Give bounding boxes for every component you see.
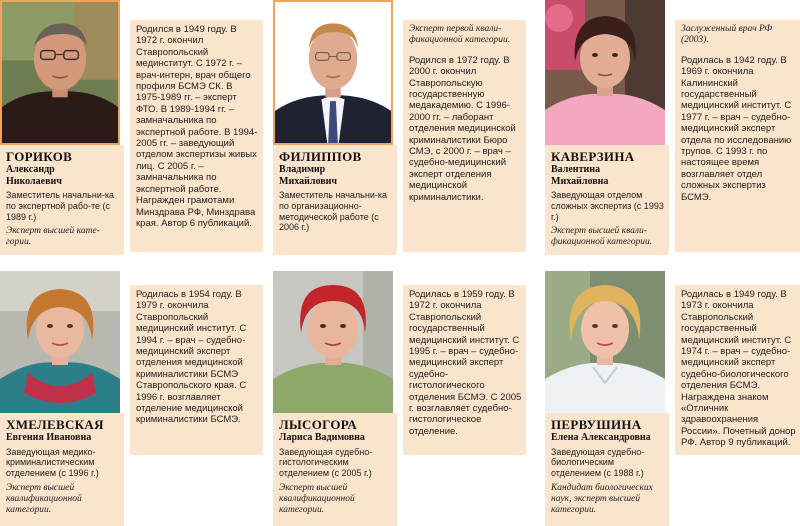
given-name: Лариса Вадимовна — [279, 432, 365, 443]
qualification-category: Кандидат биологических наук, эксперт высшей категории. — [551, 482, 653, 515]
biography-paragraph: Родилась в 1954 году. В 1979 г. окончила Ставропольский медицинский институт. С 1994 г. – врач – судебно-медицинский эксперт отделения медицинской криминалистики БСМЭ Ставропольского края. С 1996 г. возглавляет отделение медицинской криминалистики БСМЭ. — [136, 289, 247, 426]
position-text: Заведующая судебно-биологическим отделением (с 1988 г.) — [551, 446, 645, 479]
patronymic: Михайлович — [279, 175, 337, 187]
portrait-photo-kaverzina — [545, 0, 665, 145]
position-text: Заместитель начальни-ка по экспертной рабо-те (с 1989 г.) — [6, 190, 114, 222]
portrait-photo-lysogora — [273, 271, 393, 413]
qualification-category: Эксперт высшей квалификационной категории. — [6, 482, 82, 515]
biography-paragraph: Родился в 1972 году. В 2000 г. окончил Ставропольскую государственную медакадемию. С 1996-2000 гг. – лаборант отделения медицинской криминалистики Бюро СМЭ, с 2000 г. – врач – судебно-медицинский эксперт отделения медицинской криминалистики. — [409, 54, 516, 203]
position-text: Заведующая отделом сложных экспертиз (с 1993 г.) — [551, 190, 664, 222]
patronymic: Николаевич — [6, 175, 62, 187]
portrait-photo-image — [0, 271, 120, 413]
biography-text — [675, 285, 800, 455]
portrait-photo-image — [2, 2, 118, 143]
biography-text — [130, 285, 263, 455]
portrait-photo-image — [275, 2, 391, 143]
biography-paragraph: Родилась в 1942 году. В 1969 г. окончила Калининский государственный медицинский институт. С 1977 г. – врач – судебно-медицинский эксперт отдела по исследованию трупов. С 1993 г. по настоящее время возглавляет отдел сложных экспертиз БСМЭ. — [681, 54, 792, 203]
qualification-category: Эксперт высшей кате-гории. — [6, 226, 100, 248]
portrait-photo-image — [545, 271, 665, 413]
surname: ФИЛИППОВ — [279, 149, 362, 164]
qualification-category: Эксперт высшей квалификационной категории. — [279, 482, 355, 515]
surname: КАВЕРЗИНА — [551, 149, 635, 164]
person-info-panel — [545, 145, 669, 255]
surname: ПЕРВУШИНА — [551, 417, 642, 432]
biography-paragraph: Родилась в 1949 году. В 1973 г. окончила Ставропольский государственный медицинский институт. С 1974 г. – врач – судебно-медицинский эксперт судебно-биологического отделения БСМЭ. Награждена знаком «Отличник здравоохранения России». Почетный донор РФ. Автор 9 публикаций. — [681, 289, 796, 449]
portrait-photo-khmelevskaya — [0, 271, 120, 413]
given-name: Валентина — [551, 164, 601, 175]
portrait-photo-image — [545, 0, 665, 145]
surname: ЛЫСОГОРА — [279, 417, 358, 432]
portrait-photo-image — [273, 271, 393, 413]
given-name: Евгения Ивановна — [6, 432, 92, 443]
biography-text — [403, 285, 526, 455]
position-text: Заместитель начальни-ка по организационно-методической работе (с 2006 г.) — [279, 190, 387, 233]
biography-text — [675, 20, 800, 252]
given-name: Александр — [6, 164, 55, 175]
given-name: Елена Александровна — [551, 432, 651, 443]
person-info-panel — [273, 413, 397, 526]
person-info-panel — [273, 145, 397, 255]
qualification-category: Эксперт высшей квали-фикационной категории. — [551, 226, 653, 248]
position-text: Заведующая медико-криминалистическим отделением (с 1996 г.) — [6, 446, 99, 479]
surname: ГОРИКОВ — [6, 149, 73, 164]
patronymic: Михайловна — [551, 175, 609, 187]
biography-text — [130, 20, 263, 252]
biography-text — [403, 20, 526, 252]
biography-paragraph: Родилась в 1959 году. В 1972 г. окончила Ставропольский государственный медицинский институт. С 1995 г. – врач – судебно-медицинский эксперт судебно-гистологического отделения БСМЭ. С 2005 г. возглавляет судебно-гистологическое отделение. — [409, 289, 522, 437]
award-text: Заслуженный врач РФ (2003). — [681, 24, 773, 46]
biography-paragraph: Родился в 1949 году. В 1972 г. окончил Ставропольский мединститут. С 1972 г. – врач-интерн, врач общего профиля БСМЭ СК. В 1975-1989 гг. – эксперт ФТО. В 1989-1994 гг. – замначальника по экспертной работе. В 1994-2005 гг. – заведующий отделом экспертизы живых лиц. С 2005 г. – замначальника по экспертной работе. Награжден грамотами Минздрава РФ, Минздрава края. Автор 6 публикаций. — [136, 24, 258, 229]
portrait-photo-pervushina — [545, 271, 665, 413]
given-name: Владимир — [279, 164, 326, 175]
surname: ХМЕЛЕВСКАЯ — [6, 417, 104, 432]
portrait-photo-gorikov — [0, 0, 120, 145]
person-info-panel — [0, 145, 124, 255]
position-text: Заведующая судебно-гистологическим отделением (с 2005 г.) — [279, 446, 373, 479]
person-info-panel — [545, 413, 669, 526]
portrait-photo-filippov — [273, 0, 393, 145]
qualification-category: Эксперт первой квали-фикационной категории. — [409, 24, 511, 46]
person-info-panel — [0, 413, 124, 526]
